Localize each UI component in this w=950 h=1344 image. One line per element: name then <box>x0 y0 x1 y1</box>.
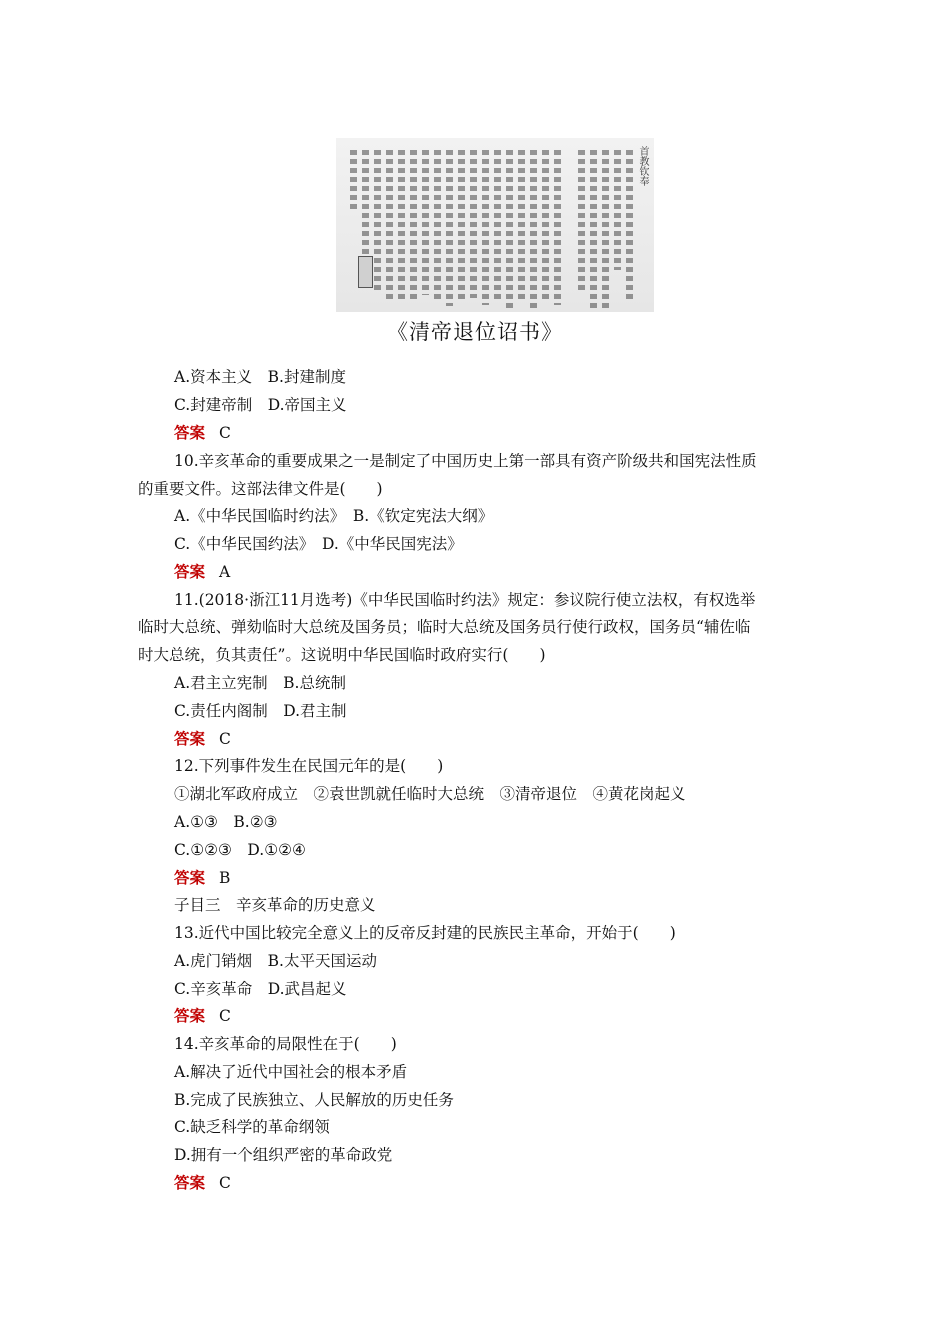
q14-stem: 14.辛亥革命的局限性在于( ) <box>174 1035 397 1053</box>
answer-label: 答案 <box>174 1173 206 1192</box>
edict-text-column <box>494 150 501 300</box>
edict-text-column <box>518 150 525 300</box>
q11-stem-line2: 临时大总统、弹劾临时大总统及国务员；临时大总统及国务员行使行政权，国务员“辅佐临 <box>138 618 751 636</box>
q11-options-line1: A.君主立宪制 B.总统制 <box>174 674 346 692</box>
q14-option-a: A.解决了近代中国社会的根本矛盾 <box>174 1063 408 1081</box>
edict-text-column <box>422 150 429 295</box>
q12-options-line2: C.①②③ D.①②④ <box>174 841 306 859</box>
q12-options-line1: A.①③ B.②③ <box>174 813 278 831</box>
q14-answer <box>174 1173 231 1193</box>
q10-options-line2: C.《中华民国约法》 D.《中华民国宪法》 <box>174 535 463 553</box>
answer-label: 答案 <box>174 868 206 887</box>
q13-options-line2: C.辛亥革命 D.武昌起义 <box>174 980 347 998</box>
edict-text-column <box>482 150 489 305</box>
answer-value: C <box>219 1174 231 1192</box>
q9-options-line2: C.封建帝制 D.帝国主义 <box>174 396 347 414</box>
edict-text-column <box>410 150 417 302</box>
edict-text-column <box>590 150 597 310</box>
edict-text-column <box>614 150 621 270</box>
answer-label: 答案 <box>174 562 206 581</box>
edict-text-column <box>350 150 357 210</box>
q14-option-c: C.缺乏科学的革命纲领 <box>174 1118 330 1136</box>
q9-options-line1: A.资本主义 B.封建制度 <box>174 368 346 386</box>
section-title: 子目三 辛亥革命的历史意义 <box>174 896 376 914</box>
answer-value: C <box>219 424 231 442</box>
q10-options-line1: A.《中华民国临时约法》 B.《钦定宪法大纲》 <box>174 507 494 525</box>
seal-stamp <box>358 256 373 288</box>
edict-text-column <box>458 150 465 300</box>
q12-answer <box>174 868 230 888</box>
figure-caption: 《清帝退位诏书》 <box>387 320 563 344</box>
answer-label: 答案 <box>174 423 206 442</box>
edict-text-column <box>398 150 405 300</box>
q13-answer <box>174 1006 231 1026</box>
q11-stem-line1: 11.(2018·浙江11月选考)《中华民国临时约法》规定：参议院行使立法权，有权选举 <box>174 591 756 609</box>
edict-text-column <box>362 150 369 270</box>
q13-options-line1: A.虎门销烟 B.太平天国运动 <box>174 952 377 970</box>
edict-header-text: 首教钦奉 <box>637 146 648 186</box>
edict-text-column <box>530 150 537 310</box>
answer-label: 答案 <box>174 729 206 748</box>
edict-text-column <box>506 150 513 308</box>
answer-label: 答案 <box>174 1006 206 1025</box>
edict-text-column <box>386 150 393 300</box>
q14-option-d: D.拥有一个组织严密的革命政党 <box>174 1146 393 1164</box>
edict-text-column <box>542 150 549 300</box>
edict-text-column <box>554 150 561 305</box>
edict-image <box>336 138 654 312</box>
q9-answer <box>174 423 231 443</box>
edict-text-column <box>374 150 381 290</box>
q12-stem: 12.下列事件发生在民国元年的是( ) <box>174 757 444 775</box>
q11-answer <box>174 729 231 749</box>
edict-text-column <box>446 150 453 306</box>
q14-option-b: B.完成了民族独立、人民解放的历史任务 <box>174 1091 454 1109</box>
answer-value: B <box>219 869 231 887</box>
answer-value: C <box>219 730 231 748</box>
edict-text-column <box>434 150 441 300</box>
answer-value: A <box>219 563 231 581</box>
q10-answer <box>174 562 230 582</box>
edict-text-column <box>602 150 609 308</box>
q10-stem-line1: 10.辛亥革命的重要成果之一是制定了中国历史上第一部具有资产阶级共和国宪法性质 <box>174 452 757 470</box>
q11-stem-line3: 时大总统，负其责任”。这说明中华民国临时政府实行( ) <box>138 646 546 664</box>
q11-options-line2: C.责任内阁制 D.君主制 <box>174 702 347 720</box>
q10-stem-line2: 的重要文件。这部法律文件是( ) <box>138 480 383 498</box>
edict-text-column <box>470 150 477 298</box>
q12-events: ①湖北军政府成立 ②袁世凯就任临时大总统 ③清帝退位 ④黄花岗起义 <box>174 785 686 803</box>
edict-text-column <box>578 150 585 290</box>
answer-value: C <box>219 1007 231 1025</box>
edict-text-column <box>626 150 633 300</box>
q13-stem: 13.近代中国比较完全意义上的反帝反封建的民族民主革命，开始于( ) <box>174 924 676 942</box>
